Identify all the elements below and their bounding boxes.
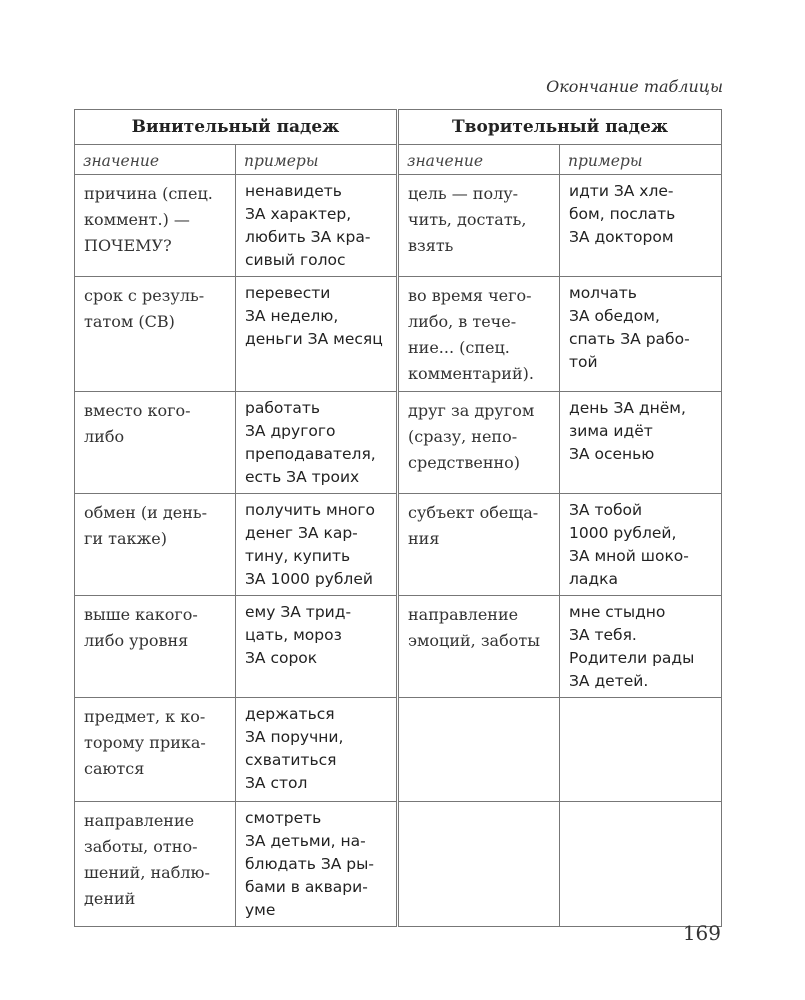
cell-text-line: идти ЗА хле- [569,182,674,200]
ins-meaning-cell [398,596,560,698]
cell-text-line: ЗА сорок [245,649,318,667]
ins-examples-cell [560,698,722,802]
cell-text-line: есть ЗА троих [245,468,360,486]
cell-text-line: схватиться [245,751,337,769]
acc-meaning-cell [75,698,236,802]
cell-text-line: ему ЗА трид- [245,603,352,621]
cell-text-line: смотреть [245,809,322,827]
ins-examples-cell [560,596,722,698]
ins-meaning-cell [398,175,560,277]
acc-examples-subheader: примеры [236,145,398,175]
cell-text-line: ЗА неделю, [245,307,339,325]
cell-text-line: сивый голос [245,251,346,269]
cell-text-line: ние... (спец. [408,338,510,357]
cell-text-line: либо, в тече- [408,312,517,331]
table-row [75,494,722,596]
cell-text-line: работать [245,399,321,417]
ins-meaning-cell [398,698,560,802]
acc-meaning-cell [75,277,236,392]
acc-examples-cell [236,802,398,927]
cell-text-line: 1000 рублей, [569,524,677,542]
acc-meaning-cell [75,494,236,596]
acc-meaning-cell [75,392,236,494]
ins-examples-cell [560,277,722,392]
accusative-case-header: Винительный падеж [75,110,398,145]
cell-text-line: ЗА характер, [245,205,352,223]
table-row [75,698,722,802]
table-body [75,175,722,927]
cell-text-line: преподавателя, [245,445,376,463]
acc-examples-cell [236,494,398,596]
ins-examples-cell [560,802,722,927]
ins-meaning-subheader: значение [398,145,560,175]
cell-text-line: мне стыдно [569,603,666,621]
cell-text-line: ЗА детей. [569,672,649,690]
cell-text-line: деньги ЗА месяц [245,330,383,348]
cell-text-line: молчать [569,284,637,302]
cell-text-line: ПОЧЕМУ? [84,236,172,255]
cell-text-line: ненавидеть [245,182,342,200]
acc-examples-cell [236,392,398,494]
cell-text-line: ги также) [84,529,167,548]
cell-text-line: держаться [245,705,335,723]
ins-meaning-cell [398,802,560,927]
cell-text-line: направление [84,811,195,830]
cell-text-line: во время чего- [408,286,532,305]
cell-text-line: ЗА стол [245,774,308,792]
cell-text-line: ЗА детьми, на- [245,832,366,850]
cell-text-line: коммент.) — [84,210,190,229]
cell-text-line: зима идёт [569,422,653,440]
table-continuation-caption: Окончание таблицы [546,77,723,96]
cell-text-line: выше какого- [84,605,198,624]
prepositions-za-table [74,109,722,927]
cell-text-line: взять [408,236,454,255]
ins-meaning-cell [398,277,560,392]
acc-examples-cell [236,596,398,698]
cell-text-line: ладка [569,570,618,588]
cell-text-line: эмоций, заботы [408,631,540,650]
cell-text-line: торому прика- [84,733,206,752]
cell-text-line: Родители рады [569,649,695,667]
cell-text-line: денег ЗА кар- [245,524,358,542]
acc-meaning-cell [75,596,236,698]
cell-text-line: дений [84,889,136,908]
cell-text-line: срок с резуль- [84,286,205,305]
cell-text-line: либо уровня [84,631,189,650]
cell-text-line: бами в аквари- [245,878,368,896]
cell-text-line: той [569,353,598,371]
ins-meaning-cell [398,494,560,596]
cell-text-line: ЗА мной шоко- [569,547,689,565]
cell-text-line: вместо кого- [84,401,191,420]
cell-text-line: средственно) [408,453,521,472]
cell-text-line: обмен (и день- [84,503,208,522]
cell-text-line: ЗА другого [245,422,336,440]
acc-examples-cell [236,698,398,802]
cell-text-line: комментарий). [408,364,534,383]
cell-text-line: перевести [245,284,331,302]
acc-meaning-subheader: значение [75,145,236,175]
table-row [75,802,722,927]
ins-examples-subheader: примеры [560,145,722,175]
cell-text-line: друг за другом [408,401,535,420]
cell-text-line: ЗА доктором [569,228,674,246]
case-header-row [75,110,722,145]
cell-text-line: бом, послать [569,205,676,223]
acc-meaning-cell [75,175,236,277]
ins-examples-cell [560,494,722,596]
cell-text-line: цать, мороз [245,626,342,644]
cell-text-line: причина (спец. [84,184,213,203]
cell-text-line: либо [84,427,125,446]
cell-text-line: ЗА осенью [569,445,655,463]
cell-text-line: чить, достать, [408,210,527,229]
table-row [75,596,722,698]
cell-text-line: тину, купить [245,547,351,565]
cell-text-line: шений, наблю- [84,863,210,882]
cell-text-line: предмет, к ко- [84,707,206,726]
cell-text-line: ЗА обедом, [569,307,660,325]
acc-examples-cell [236,175,398,277]
cell-text-line: блюдать ЗА ры- [245,855,374,873]
ins-examples-cell [560,392,722,494]
cell-text-line: ЗА 1000 рублей [245,570,373,588]
cell-text-line: цель — полу- [408,184,519,203]
ins-examples-cell [560,175,722,277]
acc-meaning-cell [75,802,236,927]
cell-text-line: заботы, отно- [84,837,198,856]
cell-text-line: (сразу, непо- [408,427,518,446]
acc-examples-cell [236,277,398,392]
cell-text-line: ЗА тобой [569,501,643,519]
page-number: 169 [682,921,721,945]
table-row [75,277,722,392]
cell-text-line: направление [408,605,519,624]
cell-text-line: саются [84,759,145,778]
cell-text-line: уме [245,901,276,919]
table-row [75,392,722,494]
instrumental-case-header: Творительный падеж [398,110,722,145]
cell-text-line: день ЗА днём, [569,399,686,417]
cell-text-line: ЗА поручни, [245,728,344,746]
ins-meaning-cell [398,392,560,494]
cell-text-line: спать ЗА рабо- [569,330,690,348]
cell-text-line: любить ЗА кра- [245,228,371,246]
cell-text-line: татом (СВ) [84,312,175,331]
table-row [75,175,722,277]
column-subheader-row [75,145,722,175]
cell-text-line: ния [408,529,440,548]
cell-text-line: ЗА тебя. [569,626,637,644]
cell-text-line: получить много [245,501,375,519]
cell-text-line: субъект обеща- [408,503,539,522]
